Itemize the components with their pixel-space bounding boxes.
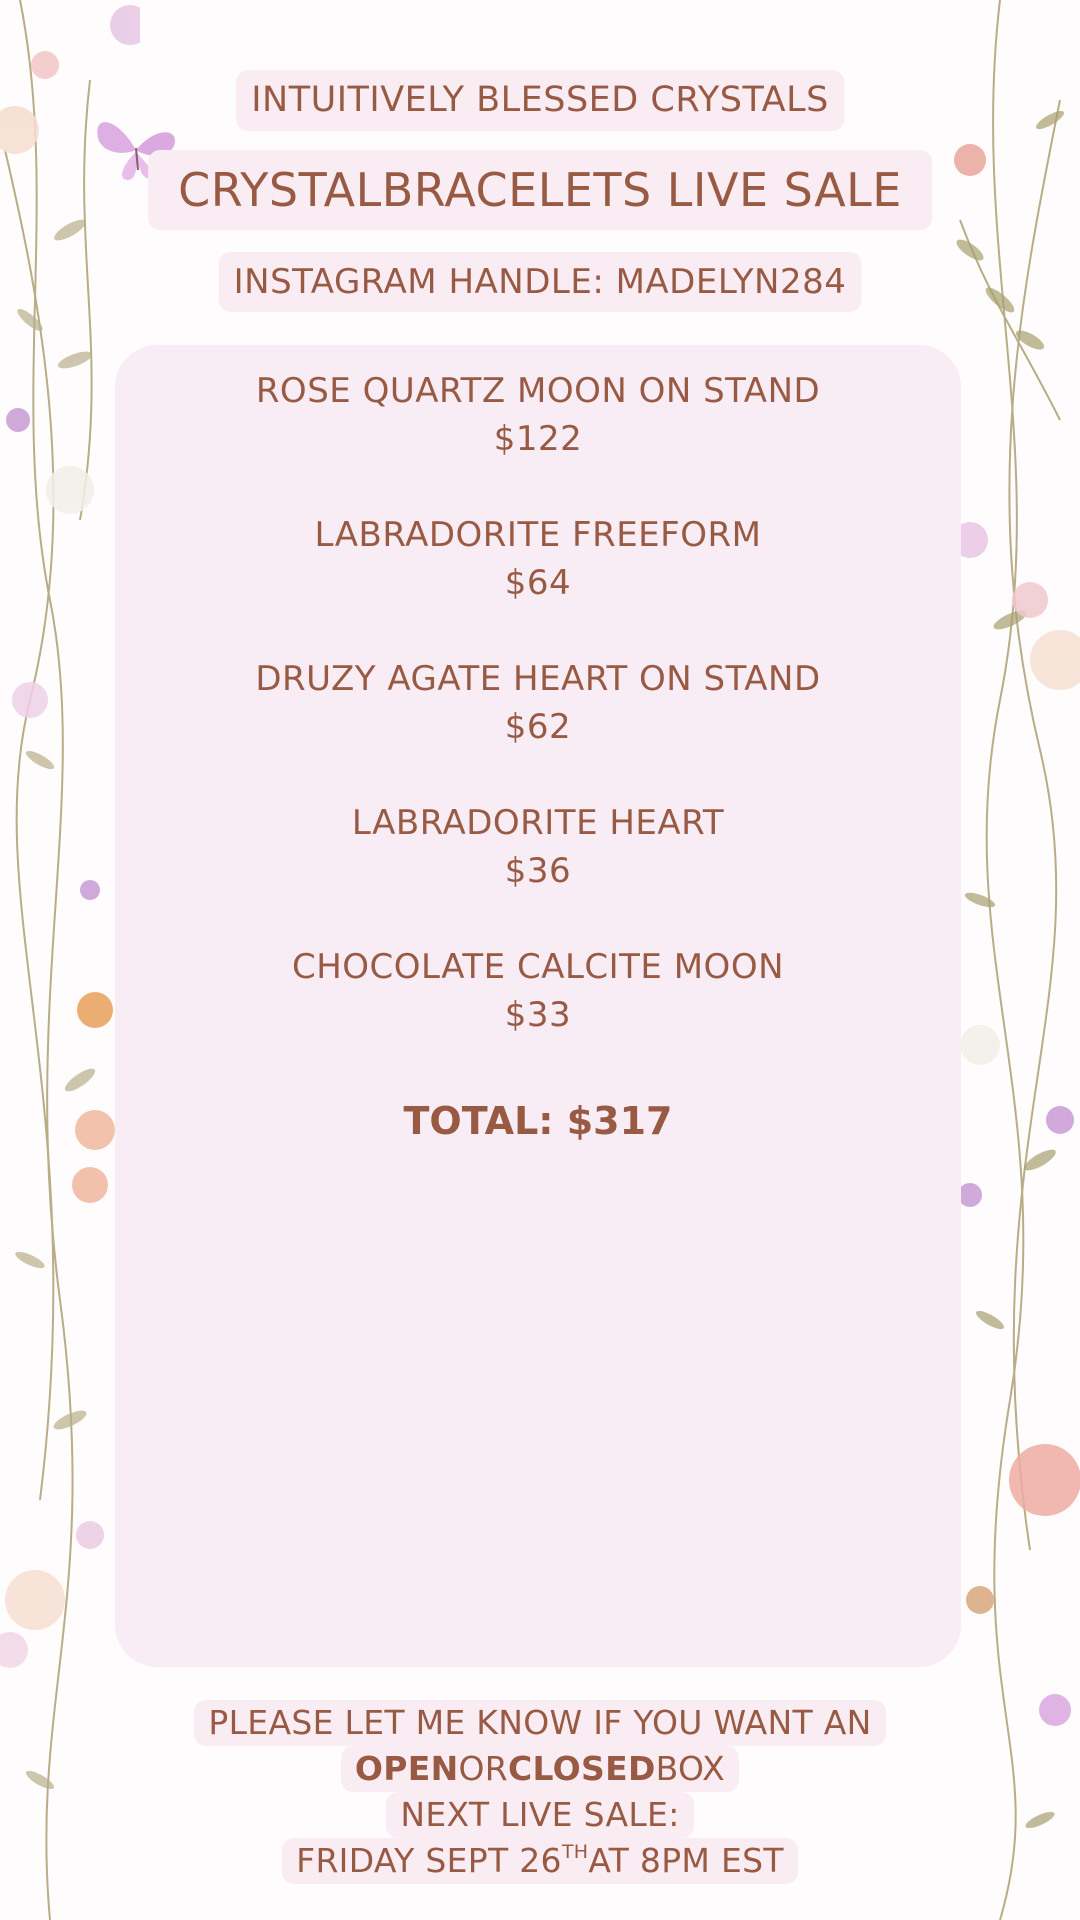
or-text: OR <box>458 1749 509 1788</box>
list-item <box>115 511 961 655</box>
date-suffix: TH <box>561 1841 589 1863</box>
item-price: $122 <box>493 419 583 459</box>
footer-notes <box>0 1700 1080 1884</box>
brand-name: INTUITIVELY BLESSED CRYSTALS <box>236 70 844 131</box>
item-price: $33 <box>504 995 572 1035</box>
item-name: CHOCOLATE CALCITE MOON <box>291 947 785 987</box>
date-time: AT 8PM EST <box>588 1841 784 1880</box>
date-prefix: FRIDAY SEPT 26 <box>296 1841 562 1880</box>
list-item <box>115 943 961 1087</box>
sale-items-card <box>115 345 961 1667</box>
next-sale-label: NEXT LIVE SALE: <box>386 1792 693 1838</box>
item-name: ROSE QUARTZ MOON ON STAND <box>255 371 821 411</box>
instagram-handle: INSTAGRAM HANDLE: MADELYN284 <box>219 252 862 312</box>
closed-option: CLOSED <box>508 1749 656 1788</box>
item-price: $36 <box>504 851 572 891</box>
box-options-line <box>341 1746 739 1792</box>
list-item <box>115 367 961 511</box>
page-title: CRYSTALBRACELETS LIVE SALE <box>148 150 932 230</box>
item-price: $64 <box>504 563 572 603</box>
order-total: TOTAL: $317 <box>403 1099 673 1143</box>
floral-border-right <box>940 0 1080 1920</box>
open-option: OPEN <box>354 1749 459 1788</box>
box-request-line: PLEASE LET ME KNOW IF YOU WANT AN <box>194 1700 885 1746</box>
box-text: BOX <box>655 1749 726 1788</box>
next-sale-date <box>282 1838 798 1884</box>
list-item <box>115 799 961 943</box>
list-item <box>115 655 961 799</box>
item-list <box>115 367 961 1145</box>
item-name: LABRADORITE HEART <box>351 803 725 843</box>
item-name: DRUZY AGATE HEART ON STAND <box>255 659 821 699</box>
item-name: LABRADORITE FREEFORM <box>314 515 762 555</box>
item-price: $62 <box>504 707 572 747</box>
